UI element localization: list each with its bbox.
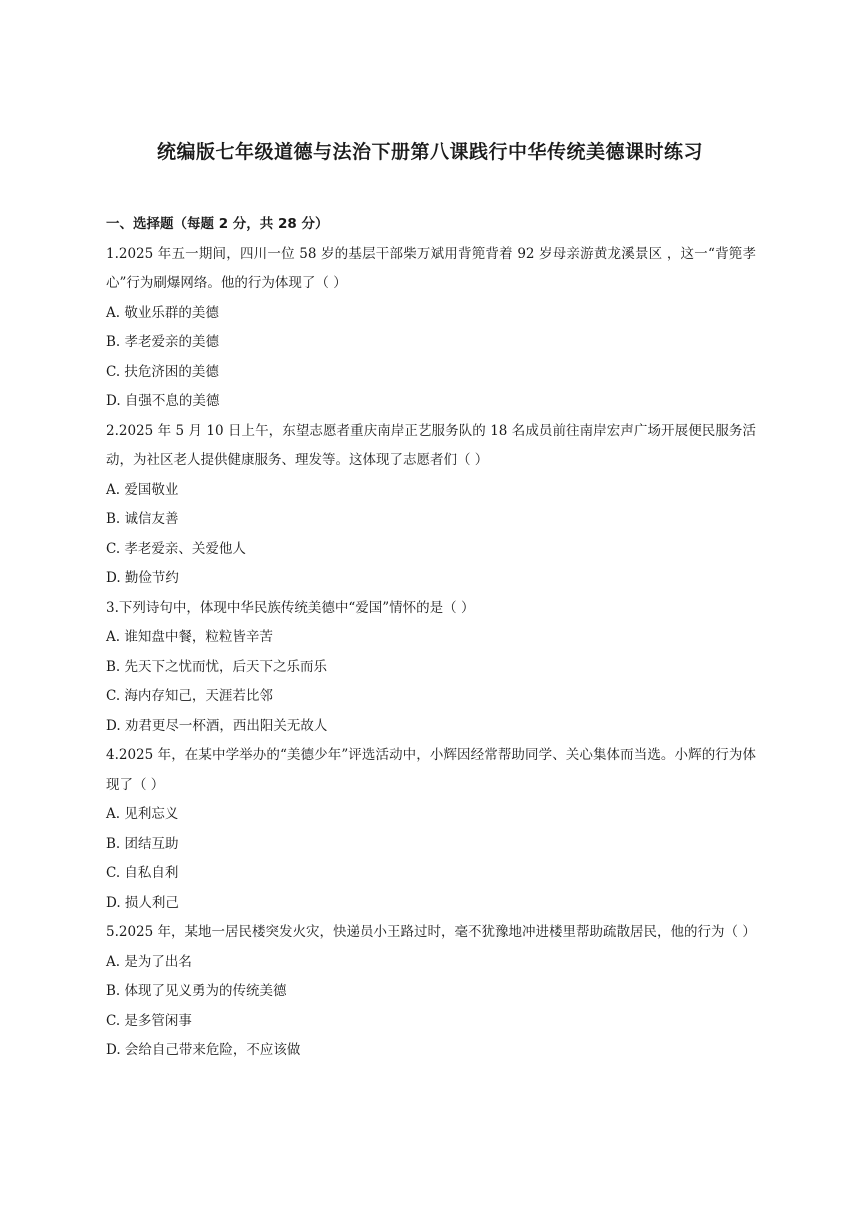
question-2 bbox=[106, 417, 756, 594]
option-c: C. 自私自利 bbox=[106, 865, 179, 881]
option-a: A. 是为了出名 bbox=[106, 953, 192, 970]
document-title: 统编版七年级道德与法治下册第八课践行中华传统美德课时练习 bbox=[156, 141, 703, 163]
option-b: B. 体现了见义勇为的传统美德 bbox=[106, 983, 287, 999]
question-stem: 4.2025 年，在某中学举办的“美德少年”评选活动中，小辉因经常帮助同学、关心集体而当选。小辉的行为体现了（ ） bbox=[106, 747, 756, 793]
option-d: D. 会给自己带来危险，不应该做 bbox=[106, 1042, 301, 1058]
question-stem: 2.2025 年 5 月 10 日上午，东望志愿者重庆南岸正艺服务队的 18 名成员前往南岸宏声广场开展便民服务活动，为社区老人提供健康服务、理发等。这体现了志愿者们（ ） bbox=[106, 422, 756, 468]
option-a: A. 见利忘义 bbox=[106, 806, 179, 822]
option-b: B. 孝老爱亲的美德 bbox=[106, 334, 220, 350]
option-c: C. 扶危济困的美德 bbox=[106, 363, 219, 380]
question-stem: 5.2025 年，某地一居民楼突发火灾，快递员小王路过时，毫不犹豫地冲进楼里帮助疏散居民，他的行为（ ） bbox=[106, 924, 756, 940]
option-d: D. 损人利己 bbox=[106, 894, 179, 911]
option-a: A. 爱国敬业 bbox=[106, 481, 179, 498]
document-body bbox=[106, 210, 756, 1066]
question-3 bbox=[106, 594, 756, 742]
section-heading: 一、选择题（每题 2 分，共 28 分） bbox=[106, 216, 329, 232]
question-1 bbox=[106, 240, 756, 417]
option-c: C. 海内存知己，天涯若比邻 bbox=[106, 688, 273, 704]
option-a: A. 敬业乐群的美德 bbox=[106, 304, 219, 321]
question-5 bbox=[106, 918, 756, 1066]
option-b: B. 诚信友善 bbox=[106, 511, 179, 527]
option-a: A. 谁知盘中餐，粒粒皆辛苦 bbox=[106, 629, 273, 645]
option-c: C. 孝老爱亲、关爱他人 bbox=[106, 540, 246, 557]
option-b: B. 先天下之忧而忧，后天下之乐而乐 bbox=[106, 658, 328, 675]
option-c: C. 是多管闲事 bbox=[106, 1012, 192, 1029]
option-d: D. 自强不息的美德 bbox=[106, 393, 220, 409]
option-b: B. 团结互助 bbox=[106, 835, 179, 852]
option-d: D. 勤俭节约 bbox=[106, 570, 179, 586]
question-stem: 3.下列诗句中，体现中华民族传统美德中“爱国”情怀的是（ ） bbox=[106, 599, 475, 616]
question-4 bbox=[106, 741, 756, 918]
option-d: D. 劝君更尽一杯酒，西出阳关无故人 bbox=[106, 717, 328, 734]
question-stem: 1.2025 年五一期间，四川一位 58 岁的基层干部柴万斌用背篼背着 92 岁母亲游黄龙溪景区 ，这一“背篼孝心”行为刷爆网络。他的行为体现了（ ） bbox=[106, 245, 756, 291]
